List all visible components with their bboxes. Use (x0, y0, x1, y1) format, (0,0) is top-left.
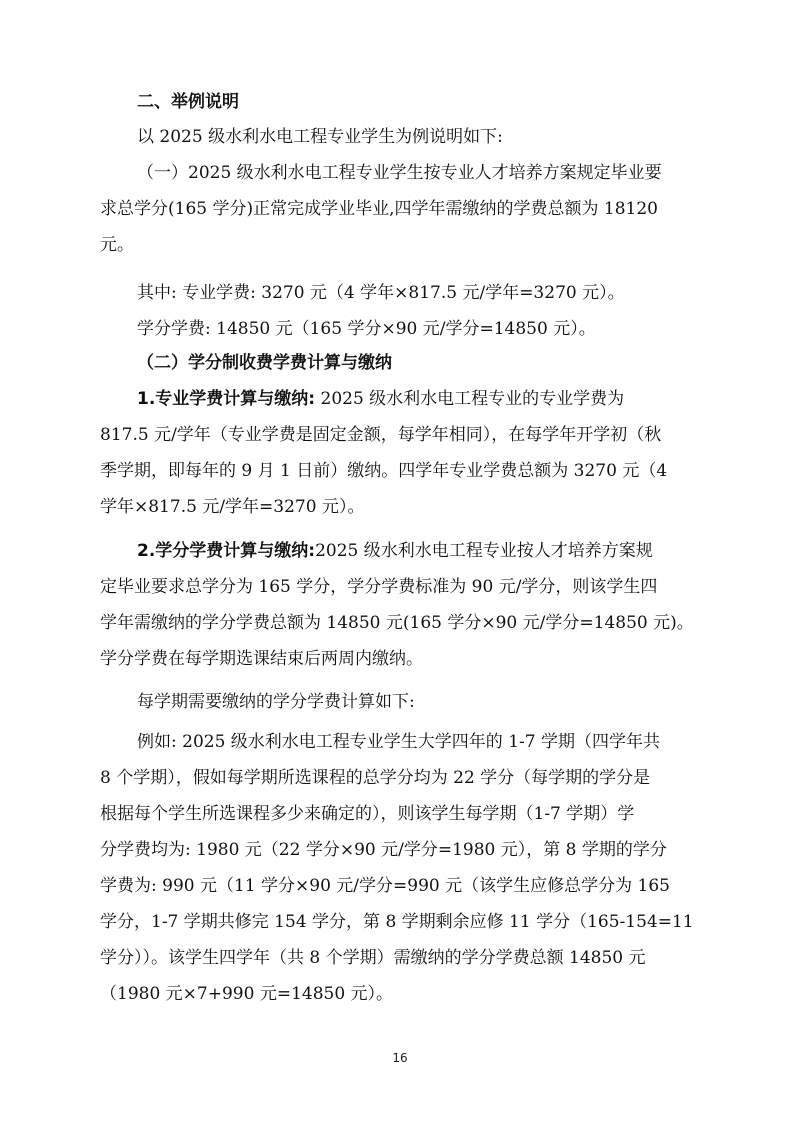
part1-line-2: 求总学分(165 学分)正常完成学业毕业,四学年需缴纳的学费总额为 18120 (100, 199, 659, 219)
item1-line-4: 学年×817.5 元/学年=3270 元）。 (100, 497, 365, 517)
item2-line-1 (137, 540, 717, 562)
example-line-2: 8 个学期），假如每学期所选课程的总学分均为 22 学分（每学期的学分是 (100, 768, 651, 788)
item1-label: 1.专业学费计算与缴纳: (137, 389, 316, 409)
item1-text-1: 2025 级水利水电工程专业的专业学费为 (315, 389, 625, 409)
item2-text-1: 2025 级水利水电工程专业按人才培养方案规 (315, 541, 653, 561)
example-line-5: 学费为: 990 元（11 学分×90 元/学分=990 元（该学生应修总学分为 165 (100, 876, 670, 896)
intro-paragraph: 以 2025 级水利水电工程专业学生为例说明如下: (137, 127, 503, 147)
item2-label: 2.学分学费计算与缴纳: (137, 541, 316, 561)
part1-breakdown-1: 其中: 专业学费: 3270 元（4 学年×817.5 元/学年=3270 元）。 (137, 283, 625, 303)
example-line-6: 学分，1-7 学期共修完 154 学分，第 8 学期剩余应修 11 学分（165-154=11 (100, 912, 694, 932)
section-heading: 二、举例说明 (137, 92, 239, 112)
part1-line-3: 元。 (100, 235, 134, 255)
page-number: 16 (392, 1051, 408, 1065)
example-line-1: 例如: 2025 级水利水电工程专业学生大学四年的 1-7 学期（四学年共 (137, 732, 660, 752)
example-line-3: 根据每个学生所选课程多少来确定的），则该学生每学期（1-7 学期）学 (100, 804, 635, 824)
item1-line-3: 季学期，即每年的 9 月 1 日前）缴纳。四学年专业学费总额为 3270 元（4 (100, 461, 668, 481)
example-line-4: 分学费均为: 1980 元（22 学分×90 元/学分=1980 元），第 8 学期的学分 (100, 840, 667, 860)
part1-line-1: （一）2025 级水利水电工程专业学生按专业人才培养方案规定毕业要 (137, 163, 662, 183)
example-line-8: （1980 元×7+990 元=14850 元）。 (100, 984, 394, 1004)
example-line-7: 学分））。该学生四学年（共 8 个学期）需缴纳的学分学费总额 14850 元 (100, 948, 646, 968)
item1-line-1 (137, 388, 717, 410)
item1-line-2: 817.5 元/学年（专业学费是固定金额，每学年相同），在每学年开学初（秋 (100, 425, 662, 445)
item2-line-4: 学分学费在每学期选课结束后两周内缴纳。 (100, 649, 423, 669)
item2-line-3: 学年需缴纳的学分学费总额为 14850 元(165 学分×90 元/学分=14850 元)。 (100, 613, 694, 633)
part2-heading: （二）学分制收费学费计算与缴纳 (137, 353, 392, 373)
part1-breakdown-2: 学分学费: 14850 元（165 学分×90 元/学分=14850 元）。 (137, 319, 596, 339)
item2-line-2: 定毕业要求总学分为 165 学分，学分学费标准为 90 元/学分，则该学生四 (100, 577, 658, 597)
per-semester-intro: 每学期需要缴纳的学分学费计算如下: (137, 692, 415, 712)
